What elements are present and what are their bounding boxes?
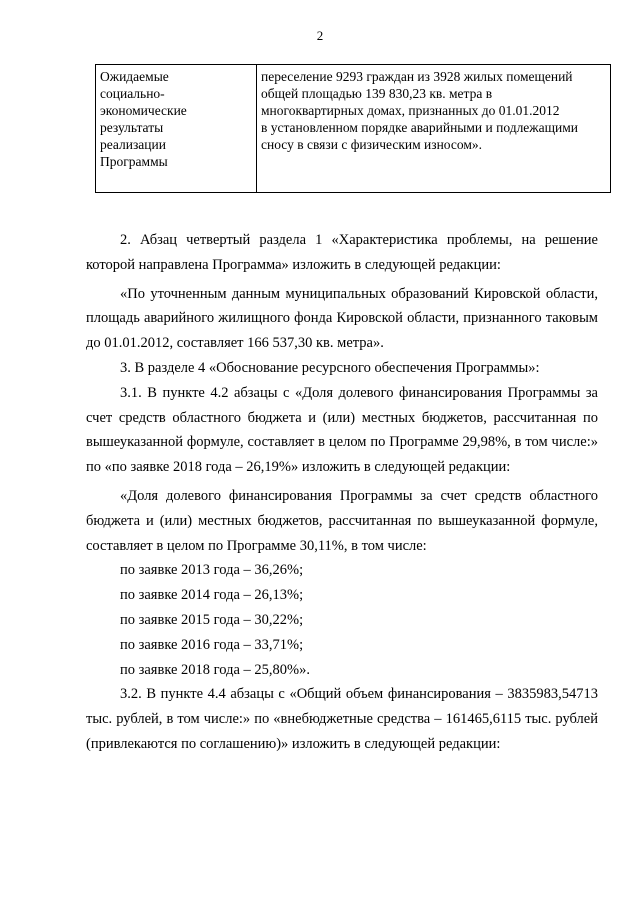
paragraph-item-2: 2. Абзац четвертый раздела 1 «Характеристика проблемы, на решение которой направлена Программа» изложить в следующей редакции:	[86, 232, 598, 273]
cell-line: общей площадью 139 830,23 кв. метра в	[261, 86, 493, 101]
cell-line: в установленном порядке аварийными и подлежащими	[261, 120, 579, 135]
document-body	[86, 228, 598, 757]
quote-paragraph: «Доля долевого финансирования Программы за счет средств областного бюджета и (или) местных бюджетов, рассчитанная по вышеуказанной формуле, составляет в целом по Программе 30,11%, в том числе:	[86, 487, 598, 554]
cell-line: сносу в связи с физическим износом».	[261, 137, 483, 152]
cell-line: многоквартирных домах, признанных до 01.01.2012	[261, 103, 560, 118]
cell-line: экономические	[100, 103, 187, 118]
paragraph-item-3: 3. В разделе 4 «Обоснование ресурсного обеспечения Программы»:	[120, 359, 540, 376]
table-row	[96, 65, 611, 193]
quote-paragraph: «По уточненным данным муниципальных образований Кировской области, площадь аварийного жилищного фонда Кировской области, признанного таковым до 01.01.2012, составляет 166 537,30 кв. метра».	[86, 285, 598, 352]
page-number: 2	[316, 28, 324, 43]
cell-line: переселение 9293 граждан из 3928 жилых помещений	[261, 69, 573, 84]
cell-line: социально-	[100, 86, 165, 101]
paragraph-item-3-1: 3.1. В пункте 4.2 абзацы с «Доля долевого финансирования Программы за счет средств областного бюджета и (или) местных бюджетов, рассчитанная по вышеуказанной формуле, составляет в целом по Программе 29,98%, в том числе:» по «по заявке 2018 года – 26,19%» изложить в следующей редакции:	[86, 384, 598, 476]
list-item: по заявке 2013 года – 36,26%;	[120, 562, 304, 579]
cell-line: результаты	[100, 120, 164, 135]
list-item: по заявке 2014 года – 26,13%;	[120, 587, 304, 604]
table-cell-label	[96, 65, 257, 193]
table-cell-value	[257, 65, 611, 193]
list-item: по заявке 2015 года – 30,22%;	[120, 611, 304, 628]
cell-line: Программы	[100, 154, 168, 169]
cell-line: Ожидаемые	[100, 69, 169, 84]
list-item: по заявке 2016 года – 33,71%;	[120, 636, 304, 653]
cell-line: реализации	[100, 137, 166, 152]
list-item: по заявке 2018 года – 25,80%».	[120, 661, 310, 678]
paragraph-item-3-2: 3.2. В пункте 4.4 абзацы с «Общий объем финансирования – 3835983,54713 тыс. рублей, в том числе:» по «внебюджетные средства – 161465,6115 тыс. рублей (привлекаются по соглашению)» изложить в следующей редакции:	[86, 686, 598, 752]
program-info-table	[95, 64, 611, 193]
